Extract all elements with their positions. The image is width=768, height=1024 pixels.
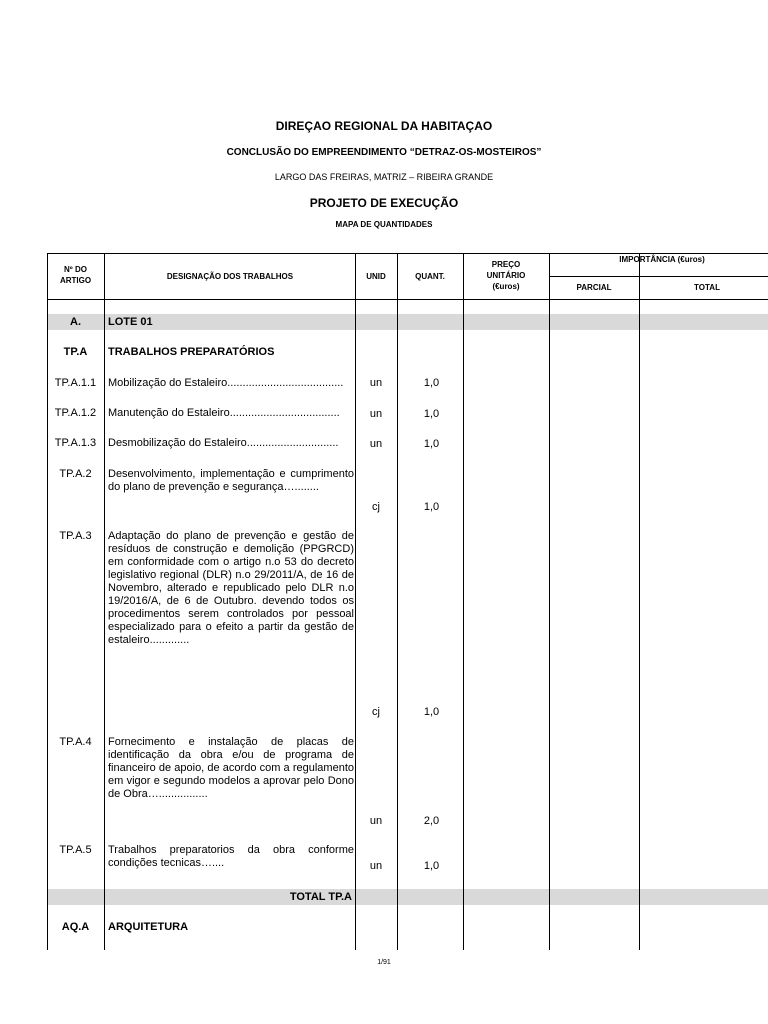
row-code: TP.A [63,346,88,358]
row-desc: LOTE 01 [108,316,153,328]
grid-line [549,253,550,950]
row-code: TP.A.4 [59,736,92,748]
row-desc: ARQUITETURA [108,921,189,933]
project-phase: PROJETO DE EXECUÇÃO [309,196,459,210]
row-qty: 1,0 [423,501,440,513]
row-desc: Fornecimento e instalação de placas de identificação da obra e/ou de programa de financeiro de apoio, de acordo com a regulamento em vigor e segundo modelos a aprovar pelo Dono de Obra…................ [108,736,354,800]
column-header-unid: UNID [366,272,386,281]
column-header-total: TOTAL [694,283,720,292]
row-unid: un [369,815,383,827]
column-header-artigo: Nº DO ARTIGO [59,265,92,285]
row-unid: un [369,377,383,389]
row-qty: 1,0 [423,408,440,420]
grid-line [104,253,105,950]
row-unid: un [369,860,383,872]
column-header-importancia: IMPORTÂNCIA (€uros) [619,255,705,264]
row-code: TP.A.5 [59,844,92,856]
column-header-parcial: PARCIAL [576,283,612,292]
row-desc: Desmobilização do Estaleiro.............................. [108,437,339,449]
row-desc: Adaptação do plano de prevenção e gestão de resíduos de construção e demolição (PPGRCD) em conformidade com o artigo n.o 53 do decreto legislativo regional (DLR) n.o 29/2011/A, de 16 de Novembro, alterado e republicado pelo DLR n.o 19/2016/A, de 6 de Outubro. devendo todos os procedimentos serem controlados por pessoal especializado para o efeito a partir da gestão de estaleiro............. [108,530,354,646]
row-qty: 1,0 [423,706,440,718]
row-code: A. [70,316,81,328]
row-qty: 2,0 [423,815,440,827]
row-code: TP.A.1.3 [54,437,97,449]
page-number: 1/91 [377,959,391,966]
row-unid: un [369,438,383,450]
row-code: TP.A.2 [59,468,92,480]
grid-line [355,253,356,950]
quantities-table [47,253,768,950]
row-desc: Trabalhos preparatorios da obra conforme condições tecnicas….... [108,844,354,869]
project-name: CONCLUSÃO DO EMPREENDIMENTO “DETRAZ-OS-MOSTEIROS” [226,147,542,158]
document-title: DIREÇAO REGIONAL DA HABITAÇAO [275,119,493,133]
column-header-preco: PREÇO UNITÁRIO (€uros) [486,260,526,291]
project-location: LARGO DAS FREIRAS, MATRIZ – RIBEIRA GRANDE [274,172,494,182]
column-header-designacao: DESIGNAÇÃO DOS TRABALHOS [166,272,294,281]
grid-line [639,253,640,950]
grid-line [463,253,464,950]
row-desc: Mobilização do Estaleiro...................................... [108,377,344,389]
grid-line [397,253,398,950]
document-type: MAPA DE QUANTIDADES [335,220,433,229]
row-code: TP.A.1.2 [54,407,97,419]
row-desc: TRABALHOS PREPARATÓRIOS [108,346,275,358]
subtotal-label: TOTAL TP.A [289,891,352,903]
row-code: TP.A.1.1 [54,377,97,389]
row-unid: cj [372,706,380,718]
grid-line [549,276,768,277]
grid-line [47,299,768,300]
row-qty: 1,0 [423,860,440,872]
row-qty: 1,0 [423,377,440,389]
row-code: TP.A.3 [59,530,92,542]
row-unid: cj [372,501,380,513]
row-desc: Desenvolvimento, implementação e cumprimento do plano de prevenção e segurança…........ [108,468,354,493]
row-qty: 1,0 [423,438,440,450]
row-code: AQ.A [61,921,90,933]
row-desc: Manutenção do Estaleiro.................................... [108,407,340,419]
column-header-quant: QUANT. [415,272,445,281]
row-unid: un [369,408,383,420]
